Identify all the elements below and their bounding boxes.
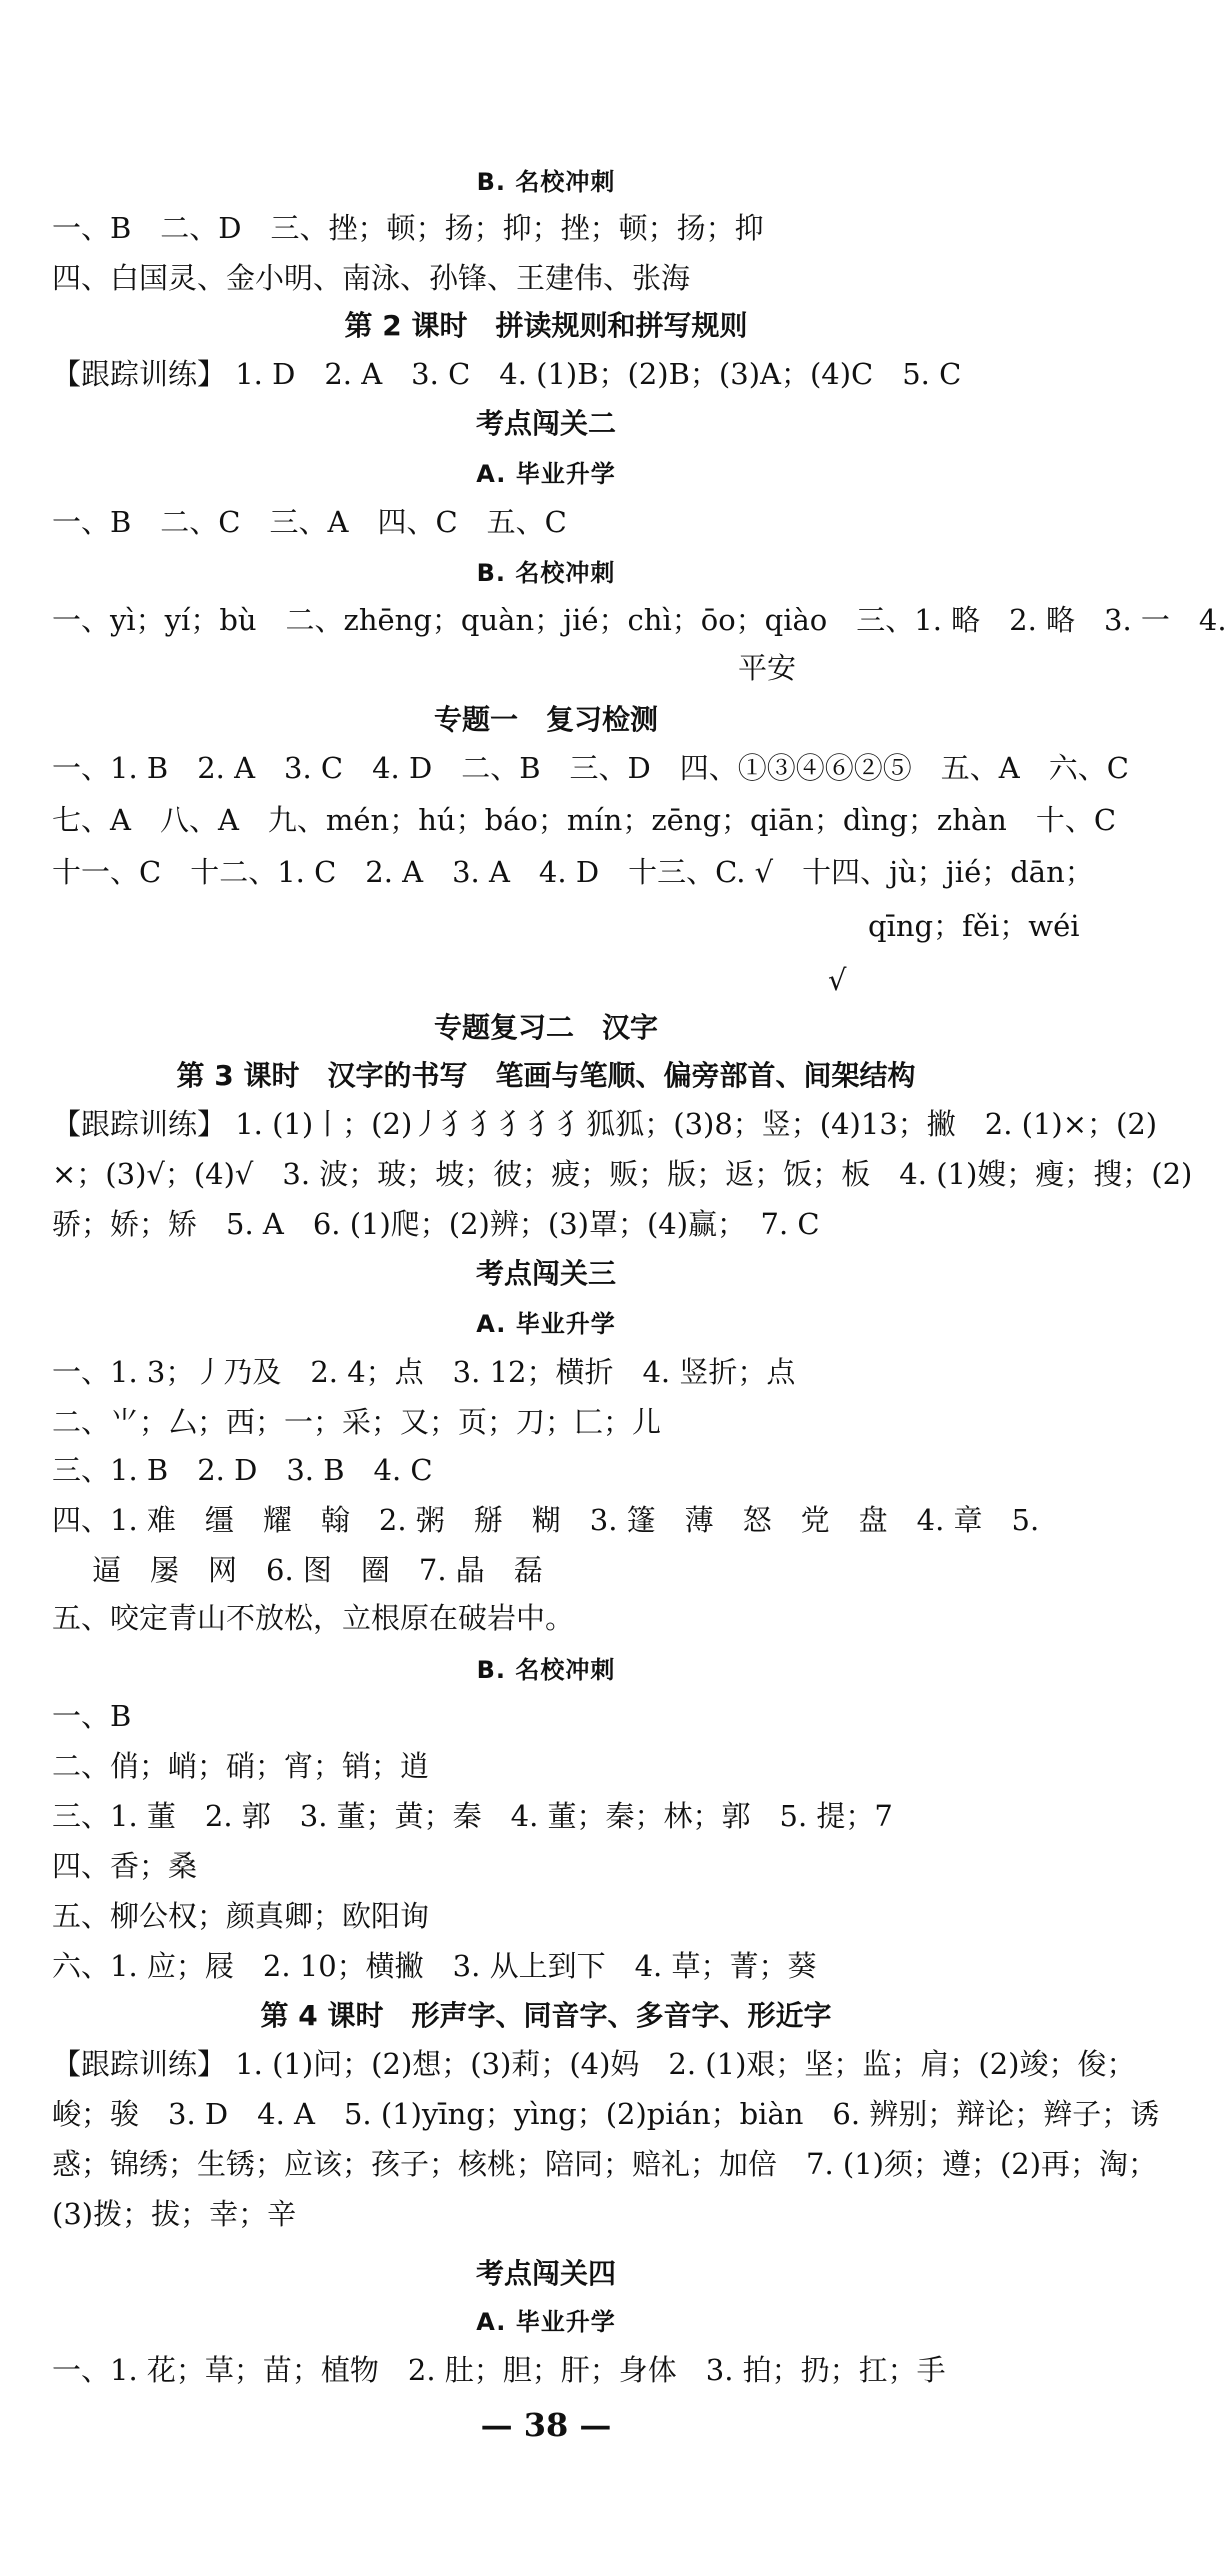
answer-line: 峻；骏 3. D 4. A 5. (1)yīng；yìng；(2)pián；biàn 6. 辨别；辩论；辫子；诱 [52,2097,1160,2131]
section-subheading: B. 名校冲刺 [476,559,616,587]
section-subheading: A. 毕业升学 [476,2308,616,2336]
answer-line-continued: 平安 [738,651,797,685]
section-heading: 考点闯关二 [475,407,616,440]
section-subheading: A. 毕业升学 [476,460,616,488]
answer-line: 二、⺌；厶；西；一；采；又；页；刀；匚；儿 [52,1405,662,1439]
answer-line-continued: 逼 屡 网 6. 图 圈 7. 晶 磊 [92,1553,543,1587]
answer-line: 一、B 二、D 三、挫；顿；扬；抑；挫；顿；扬；抑 [52,211,764,245]
answer-line: 【跟踪训练】 1. (1)问；(2)想；(3)莉；(4)妈 2. (1)艰；坚；监；肩；(2)竣；俊； [52,2047,1136,2081]
answer-line: 五、咬定青山不放松，立根原在破岩中。 [52,1601,575,1635]
answer-line: 四、香；桑 [52,1849,198,1883]
answer-line: 【跟踪训练】 1. (1)丨；(2)丿犭犭犭犭犭狐狐；(3)8；竖；(4)13；撇 2. (1)×；(2) [52,1107,1158,1141]
answer-line: 一、B [52,1699,132,1733]
answer-line: 三、1. B 2. D 3. B 4. C [52,1453,433,1487]
answer-line: 十一、C 十二、1. C 2. A 3. A 4. D 十三、C. √ 十四、jù；jié；dān； [52,855,1094,889]
answer-line: 一、1. 花；草；苗；植物 2. 肚；胆；肝；身体 3. 拍；扔；扛；手 [52,2353,946,2387]
section-heading: 专题复习二 汉字 [433,1011,658,1044]
answer-line-continued: qīng；fěi；wéi [868,909,1080,943]
answer-line: 一、1. 3；丿乃及 2. 4；点 3. 12；横折 4. 竖折；点 [52,1355,796,1389]
page-number: — 38 — [480,2406,612,2444]
answer-line: (3)拨；拔；幸；辛 [52,2197,297,2231]
section-heading: 考点闯关三 [475,1257,616,1290]
answer-line: 三、1. 董 2. 郭 3. 董；黄；秦 4. 董；秦；林；郭 5. 提；7 [52,1799,893,1833]
answer-line: 骄；娇；矫 5. A 6. (1)爬；(2)辨；(3)罩；(4)赢； 7. C [52,1207,820,1241]
answer-line: 四、白国灵、金小明、南泳、孙锋、王建伟、张海 [52,261,691,295]
answer-line: ×；(3)√；(4)√ 3. 波；玻；坡；彼；疲；贩；版；返；饭；板 4. (1)嫂；瘦；搜；(2) [52,1157,1193,1191]
section-subheading: B. 名校冲刺 [476,168,616,196]
section-heading: 考点闯关四 [475,2257,616,2290]
answer-line: 七、A 八、A 九、mén；hú；báo；mín；zēng；qiān；dìng；zhàn 十、C [52,803,1117,837]
answer-line: 五、柳公权；颜真卿；欧阳询 [52,1899,430,1933]
answer-line: 【跟踪训练】 1. D 2. A 3. C 4. (1)B；(2)B；(3)A；(4)C 5. C [52,357,962,391]
section-heading: 专题一 复习检测 [433,703,658,736]
answer-line: 一、1. B 2. A 3. C 4. D 二、B 三、D 四、①③④⑥②⑤ 五、A 六、C [52,751,1129,785]
lesson-heading: 第 2 课时 拼读规则和拼写规则 [344,309,748,342]
section-subheading: B. 名校冲刺 [476,1656,616,1684]
section-subheading: A. 毕业升学 [476,1310,616,1338]
lesson-heading: 第 4 课时 形声字、同音字、多音字、形近字 [260,1999,832,2032]
answer-line-continued: √ [828,963,847,997]
answer-line: 二、俏；峭；硝；宵；销；逍 [52,1749,430,1783]
answer-line: 四、1. 难 缰 耀 翰 2. 粥 掰 糊 3. 篷 薄 怒 党 盘 4. 章 5. [52,1503,1040,1537]
answer-line: 一、B 二、C 三、A 四、C 五、C [52,505,567,539]
lesson-heading: 第 3 课时 汉字的书写 笔画与笔顺、偏旁部首、间架结构 [176,1059,916,1092]
answer-line: 惑；锦绣；生锈；应该；孩子；核桃；陪同；赔礼；加倍 7. (1)须；遵；(2)再；淘； [52,2147,1158,2181]
answer-line: 一、yì；yí；bù 二、zhēng；quàn；jié；chì；ōo；qiào 三、1. 略 2. 略 3. 一 4. [52,603,1227,637]
answer-line: 六、1. 应；屐 2. 10；横撇 3. 从上到下 4. 草；菁；葵 [52,1949,817,1983]
